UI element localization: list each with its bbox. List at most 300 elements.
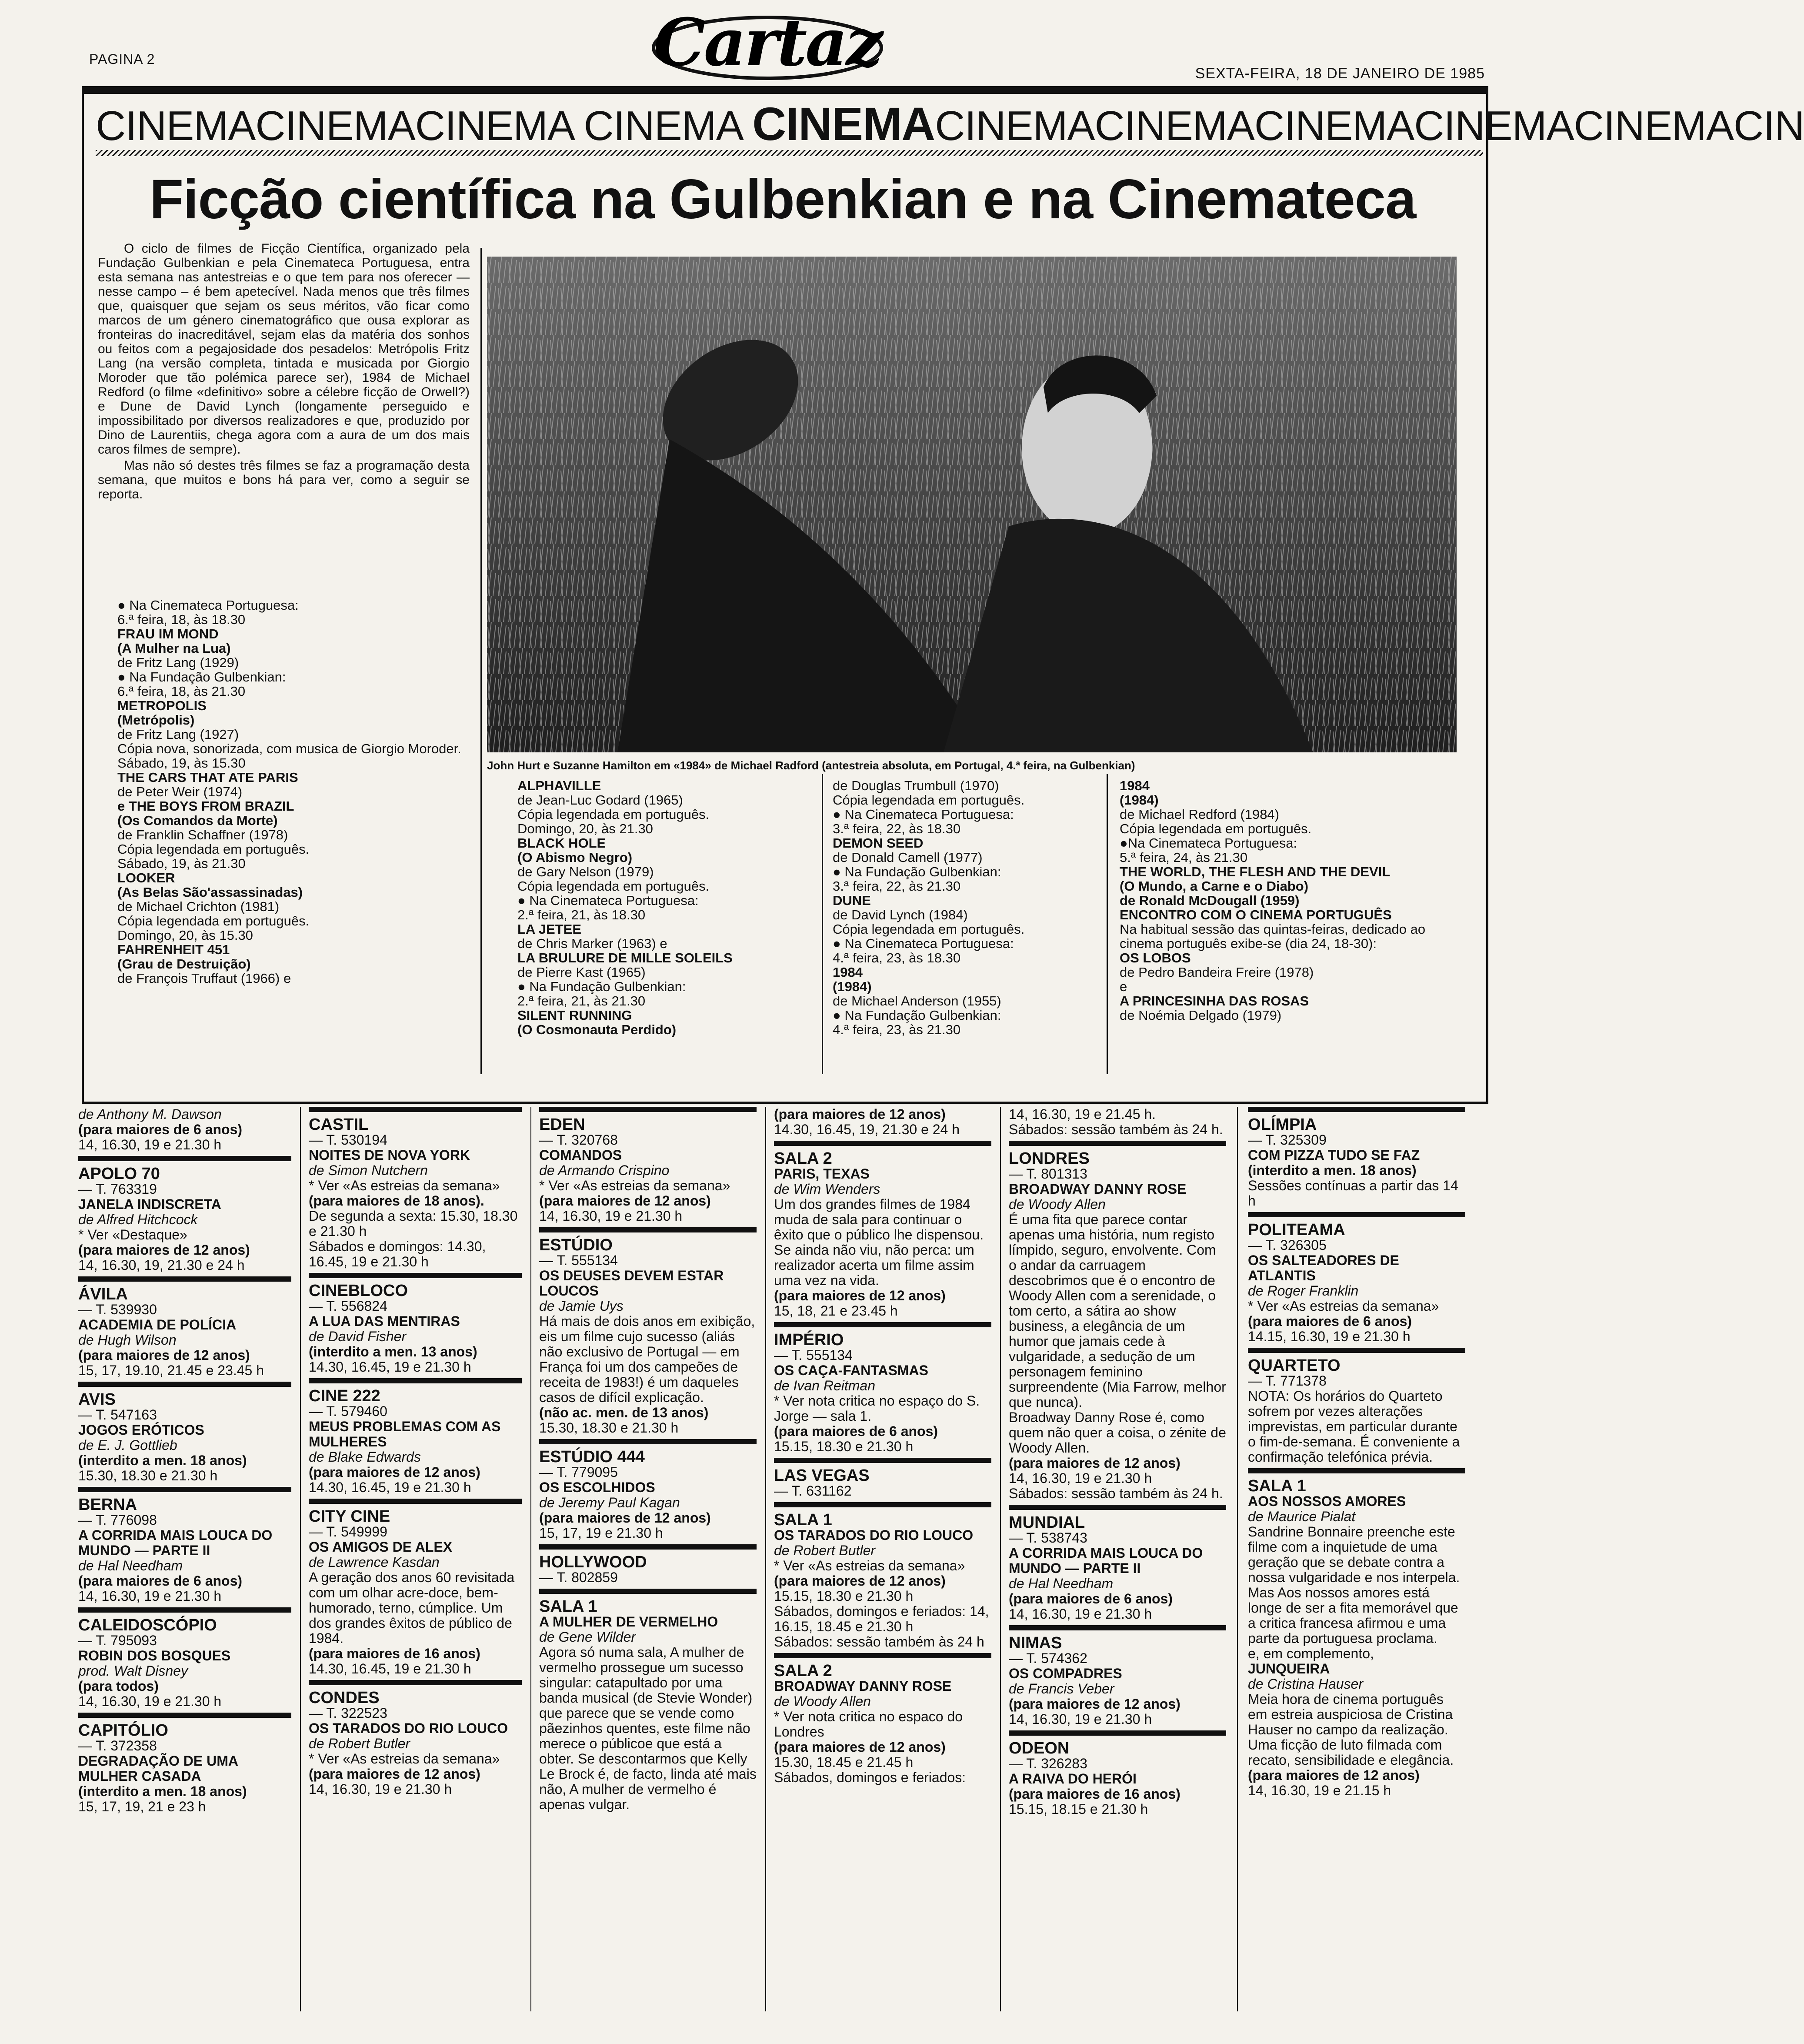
cinema-name: POLITEAMA — [1248, 1212, 1465, 1238]
listing-line: 4.ª feira, 23, às 21.30 — [833, 1022, 961, 1037]
listing-line: 14.30, 16.45, 19 e 21.30 h — [309, 1359, 471, 1375]
rating-info: (interdito a men. 13 anos) — [309, 1344, 477, 1359]
listing-line: de Donald Camell (1977) — [833, 850, 983, 865]
listing-line: 14, 16.30, 19 e 21.45 h. — [1009, 1106, 1156, 1122]
frame-top-rule — [82, 86, 1488, 94]
rating-info: (para maiores de 12 anos) — [539, 1193, 711, 1209]
film-director: de Maurice Pialat — [1248, 1509, 1356, 1524]
film-title: OS COMPADRES — [1009, 1666, 1122, 1681]
listing-line: 3.ª feira, 22, às 21.30 — [833, 878, 961, 894]
listing-line: * Ver «As estreias da semana» — [774, 1558, 965, 1573]
listing-line: de Jean-Luc Godard (1965) — [517, 792, 683, 808]
listing-line: Há mais de dois anos em exibição, eis um filme cujo sucesso (aliás não exclusivo de Portugal — em França foi um dos campeões de receita de 1983!) é um daqueles casos de difícil explicação. — [539, 1313, 755, 1405]
listing-line: Sábados, domingos e feriados: — [774, 1770, 966, 1785]
cinema-name: BERNA — [78, 1487, 291, 1513]
film-director: de Alfred Hitchcock — [78, 1212, 198, 1227]
listing-line: 15, 17, 19, 21 e 23 h — [78, 1799, 206, 1814]
logo-text: Cartaz — [654, 4, 881, 81]
listing-line: 15.15, 18.30 e 21.30 h — [774, 1439, 914, 1454]
listing-line: — T. 779095 — [539, 1464, 618, 1480]
cinema-listing — [774, 1458, 991, 1499]
film-title: 1984 — [833, 965, 863, 980]
cinema-listing — [774, 1107, 991, 1137]
film-director: de Simon Nutchern — [309, 1162, 428, 1178]
listing-line: e — [1120, 979, 1127, 994]
film-title: BLACK HOLE — [517, 835, 606, 851]
rating-info: (para maiores de 12 anos) — [309, 1766, 480, 1782]
page-number: PAGINA 2 — [89, 51, 155, 67]
rating-info: (para maiores de 6 anos) — [78, 1122, 243, 1137]
listing-line: — T. 539930 — [78, 1302, 157, 1317]
hatched-rule — [96, 150, 1483, 156]
listing-line: — T. 530194 — [309, 1132, 387, 1148]
rating-info: (para maiores de 16 anos) — [1009, 1786, 1180, 1802]
film-director: de Woody Allen — [774, 1693, 871, 1709]
listing-line: 14, 16.30, 19 e 21.30 h — [1009, 1711, 1152, 1727]
listing-line: — T. 579460 — [309, 1403, 387, 1419]
cinema-listing — [1009, 1625, 1226, 1727]
listing-column-5 — [1009, 1107, 1226, 1820]
banner-tail: CINEMACINEMACINEMACINEMACINEMACIN — [935, 103, 1804, 149]
rating-info: (para maiores de 16 anos) — [309, 1646, 480, 1661]
film-director: de Anthony M. Dawson — [78, 1106, 222, 1122]
listing-line: 3.ª feira, 22, às 18.30 — [833, 821, 961, 836]
listing-line: Cópia legendada em português. — [1120, 821, 1312, 836]
cinema-listing — [1009, 1141, 1226, 1501]
cinema-name: OLÍMPIA — [1248, 1107, 1465, 1132]
listing-line: 15.30, 18.45 e 21.45 h — [774, 1754, 914, 1770]
listing-line: de Chris Marker (1963) e — [517, 936, 667, 951]
cinema-listing — [774, 1141, 991, 1319]
cinema-name: SALA 1 — [774, 1502, 991, 1528]
listing-line: Sandrine Bonnaire preenche este filme com a inquietude de uma geração que se debate contra a nossa vulgaridade e nos interpela. Mas Aos nossos amores está longe de ser a fita memorável que a critica francesa afirmou e uma parte da portuguesa proclama. — [1248, 1524, 1460, 1646]
listing-line: — T. 326305 — [1248, 1237, 1327, 1253]
column-rule — [1237, 1107, 1238, 2011]
cinema-name: ÁVILA — [78, 1276, 291, 1302]
rating-info: (para maiores de 12 anos) — [78, 1242, 250, 1258]
film-director: de Hal Needham — [1009, 1576, 1114, 1591]
film-title: BROADWAY DANNY ROSE — [774, 1678, 952, 1694]
film-title: LA BRULURE DE MILLE SOLEILS — [517, 950, 733, 965]
listing-line: 14, 16.30, 19 e 21.30 h — [78, 1137, 222, 1152]
issue-date: SEXTA-FEIRA, 18 DE JANEIRO DE 1985 — [1195, 65, 1485, 82]
listing-line: ● Na Fundação Gulbenkian: — [117, 669, 286, 685]
listing-line: Um dos grandes filmes de 1984 muda de sala para continuar o êxito que o público lhe dispensou. Se ainda não viu, não perca: um realizador acerta um filme assim uma vez na vida. — [774, 1196, 984, 1288]
film-title: OS DEUSES DEVEM ESTAR LOUCOS — [539, 1268, 724, 1299]
listing-line: Cópia legendada em português. — [517, 878, 710, 894]
listing-line: — T. 372358 — [78, 1738, 157, 1753]
cinema-banner — [96, 97, 1804, 150]
film-title: FRAU IM MOND — [117, 626, 219, 641]
film-director: de Jamie Uys — [539, 1298, 624, 1314]
listing-line: * Ver «Destaque» — [78, 1227, 187, 1242]
listing-line: É uma fita que parece contar apenas uma história, num registo límpido, seguro, envolvente. Com o andar da carruagem descobrimos que é o encontro de Woody Allen com a serenidade, o tom certo, a sátira ao show business, a elegância de um humor que jamais cede à vulgaridade, a sedução de um personagem feminino surpreendente (Mia Farrow, melhor que nunca). — [1009, 1212, 1226, 1410]
film-title: ENCONTRO COM O CINEMA PORTUGUÊS — [1120, 907, 1392, 922]
film-title: OS TARADOS DO RIO LOUCO — [309, 1720, 508, 1736]
film-director: de David Fisher — [309, 1329, 407, 1344]
listing-line: 14, 16.30, 19 e 21.15 h — [1248, 1783, 1391, 1798]
cinema-name: APOLO 70 — [78, 1156, 291, 1182]
cinema-name: LAS VEGAS — [774, 1458, 991, 1483]
listing-line: — T. 549999 — [309, 1524, 387, 1540]
listing-line: * Ver «As estreias da semana» — [1248, 1298, 1439, 1314]
cinema-name: ESTÚDIO — [539, 1227, 757, 1253]
cinema-name: MUNDIAL — [1009, 1505, 1226, 1530]
cinema-listing — [78, 1487, 291, 1604]
listing-line: de Michael Redford (1984) — [1120, 807, 1280, 822]
film-title: BROADWAY DANNY ROSE — [1009, 1181, 1187, 1197]
listing-column-2 — [309, 1107, 522, 1800]
film-director: de Jeremy Paul Kagan — [539, 1495, 680, 1510]
listing-line: A geração dos anos 60 revisitada com um olhar acre-doce, bem-humorado, terno, cúmplice. Um dos grandes êxitos de público de 1984. — [309, 1570, 515, 1646]
program-column-1 — [117, 598, 478, 985]
banner-word: CINEMA — [255, 103, 415, 149]
banner-word: CINEMA — [415, 103, 584, 149]
cinema-name: CINEBLOCO — [309, 1273, 522, 1299]
cinema-listing — [1248, 1107, 1465, 1209]
listing-line: * Ver nota critica no espaço do S. Jorge — sala 1. — [774, 1393, 980, 1424]
rating-info: (para maiores de 12 anos) — [1009, 1455, 1180, 1471]
cinema-listing — [1009, 1107, 1226, 1137]
rating-info: (para maiores de 12 anos) — [1009, 1696, 1180, 1712]
film-title: OS LOBOS — [1120, 950, 1191, 965]
cinema-name: CASTIL — [309, 1107, 522, 1132]
film-title: OS SALTEADORES DE ATLANTIS — [1248, 1252, 1399, 1283]
rating-info: (interdito a men. 18 anos) — [78, 1453, 247, 1468]
film-title: ALPHAVILLE — [517, 778, 601, 793]
listing-line: ● Na Cinemateca Portuguesa: — [833, 936, 1014, 951]
banner-word-bold: CINEMA — [752, 97, 935, 150]
film-title: LA JETEE — [517, 922, 581, 937]
rating-info: (interdito a men. 18 anos) — [78, 1783, 247, 1799]
film-title: OS CAÇA-FANTASMAS — [774, 1363, 928, 1378]
listing-line: 14, 16.30, 19 e 21.30 h — [309, 1781, 452, 1797]
listing-line: — T. 538743 — [1009, 1530, 1087, 1546]
film-title: DUNE — [833, 893, 871, 908]
listing-line: 5.ª feira, 24, às 21.30 — [1120, 850, 1248, 865]
listing-line: 14, 16.30, 19 e 21.30 h — [78, 1693, 222, 1709]
banner-word: CINEMA — [96, 103, 256, 149]
listing-line: de Noémia Delgado (1979) — [1120, 1008, 1282, 1023]
listing-line: 6.ª feira, 18, às 18.30 — [117, 612, 246, 627]
banner-word: CINEMA — [584, 103, 753, 149]
cinema-listing — [1248, 1212, 1465, 1344]
cinema-listing — [309, 1680, 522, 1797]
cinema-listing — [539, 1439, 757, 1541]
listing-column-4 — [774, 1107, 991, 1789]
listing-line: — T. 771378 — [1248, 1373, 1327, 1389]
film-title: THE WORLD, THE FLESH AND THE DEVIL — [1120, 864, 1391, 879]
film-title: (Grau de Destruição) — [117, 956, 251, 972]
listing-line: Cópia legendada em português. — [833, 922, 1025, 937]
cinema-listing — [309, 1273, 522, 1375]
listing-line: ● Na Cinemateca Portuguesa: — [517, 893, 699, 908]
rating-info: (para maiores de 12 anos) — [774, 1288, 946, 1303]
film-title: OS TARADOS DO RIO LOUCO — [774, 1527, 974, 1543]
cinema-listing — [309, 1499, 522, 1677]
film-title: OS ESCOLHIDOS — [539, 1480, 655, 1495]
listing-line: de Peter Weir (1974) — [117, 784, 243, 799]
rating-info: (para maiores de 12 anos) — [78, 1347, 250, 1363]
cinema-listing — [1248, 1348, 1465, 1465]
listing-line: de Michael Crichton (1981) — [117, 899, 280, 914]
film-title: JANELA INDISCRETA — [78, 1196, 221, 1212]
cinema-listing — [539, 1544, 757, 1585]
cinema-name: ESTÚDIO 444 — [539, 1439, 757, 1465]
listing-line: ● Na Cinemateca Portuguesa: — [833, 807, 1014, 822]
listing-line: ● Na Fundação Gulbenkian: — [833, 864, 1001, 879]
frame-left-rule — [82, 86, 84, 1104]
film-title: e THE BOYS FROM BRAZIL — [117, 798, 294, 814]
film-title: de Ronald McDougall (1959) — [1120, 893, 1300, 908]
film-director: prod. Walt Disney — [78, 1663, 188, 1679]
cinema-name: SALA 2 — [774, 1141, 991, 1166]
listing-line: — T. 574362 — [1009, 1650, 1087, 1666]
listing-line: ● Na Fundação Gulbenkian: — [833, 1008, 1001, 1023]
cinema-listing — [539, 1227, 757, 1436]
listing-column-3 — [539, 1107, 757, 1816]
film-director: de Cristina Hauser — [1248, 1676, 1363, 1692]
frame-right-rule — [1486, 86, 1488, 1104]
cinema-listing — [774, 1322, 991, 1454]
listing-line: 14.30, 16.45, 19 e 21.30 h — [309, 1480, 471, 1495]
listing-line: 15, 17, 19.10, 21.45 e 23.45 h — [78, 1363, 264, 1378]
listing-line: Sábados, domingos e feriados: 14, 16.15, 18.45 e 21.30 h — [774, 1603, 989, 1634]
column-rule — [300, 1107, 301, 2011]
listing-line: 14, 16.30, 19 e 21.30 h — [78, 1588, 222, 1604]
film-title: A CORRIDA MAIS LOUCA DO MUNDO — PARTE II — [78, 1527, 273, 1558]
cinema-listing — [78, 1713, 291, 1814]
rating-info: (para maiores de 12 anos) — [774, 1739, 946, 1755]
listing-line: de Franklin Schaffner (1978) — [117, 827, 288, 842]
listing-line: — T. 322523 — [309, 1705, 387, 1721]
cinema-name: AVIS — [78, 1382, 291, 1407]
film-title: DEMON SEED — [833, 835, 924, 851]
film-title: A RAIVA DO HERÓI — [1009, 1771, 1137, 1787]
intro-paragraph: O ciclo de filmes de Ficção Científica, organizado pela Fundação Gulbenkian e pela Cinemateca Portuguesa, entra esta semana nas antestreias e o que tem para nos oferecer — nesse campo – é bem apetecível. Nada menos que três filmes que, quaisquer que sejam os seus méritos, vão ficar como marcos de um género cinematográfico que ousa explorar as fronteiras do inacreditável, sejam elas da matéria dos sonhos ou feitos com a pegajosidade dos pesadelos: Metrópolis Fritz Lang (na versão completa, tintada e musicada por Giorgio Moroder que tão polémica parece ser), 1984 de Michael Redford (o filme «definitivo» sobre a célebre ficção de Orwell?) e Dune de David Lynch (longamente perseguido e impossibilitado por diversos realizadores e que, produzido por Dino de Laurentiis, chega agora com a aura de um dos mais caros filmes de sempre). — [98, 241, 470, 457]
listing-line: NOTA: Os horários do Quarteto sofrem por vezes alterações imprevistas, em particular durante o fim-de-semana. É conveniente a confirmação telefónica prévia. — [1248, 1388, 1460, 1465]
listing-line: — T. 320768 — [539, 1132, 618, 1148]
rating-info: (para maiores de 12 anos) — [1248, 1767, 1420, 1783]
listing-line: de François Truffaut (1966) e — [117, 971, 291, 986]
cinema-listing — [1009, 1505, 1226, 1622]
cinema-listing — [774, 1502, 991, 1650]
listing-column-1 — [78, 1107, 291, 1818]
listing-line: 15.30, 18.30 e 21.30 h — [539, 1420, 679, 1436]
intro-paragraph: Mas não só destes três filmes se faz a programação desta semana, que muitos e bons há para ver, como a seguir se reporta. — [98, 458, 470, 501]
column-rule — [765, 1107, 766, 2011]
film-title: DEGRADAÇÃO DE UMA MULHER CASADA — [78, 1753, 238, 1784]
photo-caption: John Hurt e Suzanne Hamilton em «1984» de Michael Radford (antestreia absoluta, em Portugal, 4.ª feira, na Gulbenkian) — [487, 759, 1135, 772]
listing-line: 14, 16.30, 19, 21.30 e 24 h — [78, 1257, 245, 1273]
listing-line: — T. 326283 — [1009, 1756, 1087, 1771]
listing-line: de Fritz Lang (1927) — [117, 727, 239, 742]
cinema-name: SALA 2 — [774, 1653, 991, 1679]
rating-info: (para maiores de 18 anos). — [309, 1193, 484, 1209]
film-title: (Os Comandos da Morte) — [117, 813, 278, 828]
listing-line: 14, 16.30, 19 e 21.30 h — [1009, 1606, 1152, 1622]
listing-line: Cópia legendada em português. — [117, 842, 310, 857]
cinema-listing — [774, 1653, 991, 1785]
listing-line: 15.15, 18.30 e 21.30 h — [774, 1588, 914, 1604]
cinema-name: EDEN — [539, 1107, 757, 1132]
program-column-2 — [517, 778, 787, 1037]
listing-line: ●Na Cinemateca Portuguesa: — [1120, 835, 1297, 851]
listing-line: — T. 556824 — [309, 1298, 387, 1314]
listing-line: de Pierre Kast (1965) — [517, 965, 646, 980]
listing-line: 2.ª feira, 21, às 18.30 — [517, 907, 646, 922]
listing-line: e, em complemento, — [1248, 1646, 1374, 1661]
column-rule — [1000, 1107, 1001, 2011]
listing-line: Cópia nova, sonorizada, com musica de Giorgio Moroder. — [117, 741, 461, 756]
film-director: de Armando Crispino — [539, 1162, 670, 1178]
rating-info: (para maiores de 12 anos) — [309, 1464, 480, 1480]
film-title: A MULHER DE VERMELHO — [539, 1614, 718, 1630]
film-title: A CORRIDA MAIS LOUCA DO MUNDO — PARTE II — [1009, 1545, 1203, 1576]
film-title: COM PIZZA TUDO SE FAZ — [1248, 1147, 1420, 1163]
listing-line: de Michael Anderson (1955) — [833, 993, 1001, 1009]
listing-line: 15, 18, 21 e 23.45 h — [774, 1303, 898, 1319]
cinema-name: ODEON — [1009, 1730, 1226, 1756]
film-still-photo — [487, 257, 1457, 752]
film-director: de Hal Needham — [78, 1558, 183, 1573]
listing-line: Sábado, 19, às 15.30 — [117, 755, 246, 771]
film-title: MEUS PROBLEMAS COM AS MULHERES — [309, 1419, 501, 1450]
listing-line: 4.ª feira, 23, às 18.30 — [833, 950, 961, 965]
film-director: de Blake Edwards — [309, 1449, 421, 1465]
listing-line: 14.15, 16.30, 19 e 21.30 h — [1248, 1329, 1411, 1344]
listing-line: Sessões contínuas a partir das 14 h — [1248, 1178, 1458, 1209]
cinema-name: SALA 1 — [539, 1589, 757, 1614]
listing-line: de Fritz Lang (1929) — [117, 655, 239, 670]
frame-bottom-rule — [82, 1102, 1488, 1104]
cinema-name: SALA 1 — [1248, 1468, 1465, 1494]
rating-info: (interdito a men. 18 anos) — [1248, 1162, 1417, 1178]
listing-line: 14, 16.30, 19 e 21.30 h — [539, 1208, 683, 1224]
column-rule — [480, 248, 482, 1074]
listing-line: 14, 16.30, 19 e 21.30 h — [1009, 1470, 1152, 1486]
film-title: A PRINCESINHA DAS ROSAS — [1120, 993, 1309, 1009]
cinema-listing — [78, 1607, 291, 1709]
listing-line: — T. 776098 — [78, 1512, 157, 1528]
listing-line: Sábados e domingos: 14.30, 16.45, 19 e 21.30 h — [309, 1239, 486, 1269]
listing-line: — T. 555134 — [774, 1347, 853, 1363]
listing-line: Sábado, 19, às 21.30 — [117, 856, 246, 871]
listing-line: Meia hora de cinema português em estreia auspiciosa de Cristina Hauser no campo da realização. Uma ficção de luto filmada com recato, sensibilidade e elegância. — [1248, 1691, 1454, 1768]
film-title: JOGOS ERÓTICOS — [78, 1422, 204, 1438]
cinema-listing — [539, 1107, 757, 1224]
rating-info: (para maiores de 6 anos) — [774, 1423, 938, 1439]
cinema-listing — [78, 1276, 291, 1378]
listing-line: * Ver «As estreias da semana» — [539, 1178, 730, 1193]
column-rule — [1107, 774, 1108, 1074]
film-title: (A Mulher na Lua) — [117, 641, 231, 656]
cinema-name: CALEIDOSCÓPIO — [78, 1607, 291, 1633]
film-director: de Gene Wilder — [539, 1629, 636, 1645]
rating-info: (para maiores de 12 anos) — [774, 1106, 946, 1122]
listing-line: De segunda a sexta: 15.30, 18.30 e 21.30 h — [309, 1208, 518, 1239]
listing-line: 14.30, 16.45, 19, 21.30 e 24 h — [774, 1122, 960, 1137]
cinema-name: QUARTETO — [1248, 1348, 1465, 1373]
listing-line: Cópia legendada em português. — [117, 913, 310, 928]
film-title: JUNQUEIRA — [1248, 1661, 1330, 1677]
listing-line: de David Lynch (1984) — [833, 907, 968, 922]
rating-info: (não ac. men. de 13 anos) — [539, 1405, 709, 1420]
film-title: 1984 — [1120, 778, 1150, 793]
listing-line: ● Na Fundação Gulbenkian: — [517, 979, 686, 994]
rating-info: (para maiores de 12 anos) — [539, 1510, 711, 1526]
headline: Ficção científica na Gulbenkian e na Cinemateca — [149, 168, 1416, 230]
film-title: (O Cosmonauta Perdido) — [517, 1022, 677, 1037]
column-rule — [530, 1107, 531, 2011]
cinema-name: CAPITÓLIO — [78, 1713, 291, 1738]
cinema-name: HOLLYWOOD — [539, 1544, 757, 1570]
cinema-listing — [78, 1382, 291, 1483]
cinema-listing — [1009, 1730, 1226, 1817]
listing-line: * Ver nota critica no espaco do Londres — [774, 1709, 963, 1740]
film-title: (O Mundo, a Carne e o Diabo) — [1120, 878, 1309, 894]
rating-info: (para maiores de 6 anos) — [1248, 1313, 1412, 1329]
listing-line: — T. 547163 — [78, 1407, 157, 1423]
film-title: FAHRENHEIT 451 — [117, 942, 230, 957]
film-title: ACADEMIA DE POLÍCIA — [78, 1317, 237, 1333]
cinema-name: IMPÉRIO — [774, 1322, 991, 1348]
film-title: NOITES DE NOVA YORK — [309, 1147, 470, 1163]
film-director: de Robert Butler — [774, 1543, 876, 1558]
film-title: A LUA DAS MENTIRAS — [309, 1313, 460, 1329]
listing-line: 15.30, 18.30 e 21.30 h — [78, 1468, 218, 1483]
film-title: METROPOLIS — [117, 698, 207, 713]
film-title: THE CARS THAT ATE PARIS — [117, 770, 298, 785]
listing-line: ● Na Cinemateca Portuguesa: — [117, 598, 299, 613]
cinema-name: NIMAS — [1009, 1625, 1226, 1651]
listing-line: Na habitual sessão das quintas-feiras, dedicado ao cinema português exibe-se (dia 24, 18-30): — [1120, 922, 1426, 951]
listing-line: Sábados: sessão também às 24 h — [774, 1634, 984, 1650]
cinema-listing — [539, 1589, 757, 1812]
listing-line: de Pedro Bandeira Freire (1978) — [1120, 965, 1314, 980]
listing-line: * Ver «As estreias da semana» — [309, 1751, 500, 1767]
listing-line: — T. 802859 — [539, 1570, 618, 1585]
film-director: de Wim Wenders — [774, 1181, 880, 1197]
listing-line: Cópia legendada em português. — [517, 807, 710, 822]
film-title: (1984) — [833, 979, 872, 994]
film-title: LOOKER — [117, 870, 175, 885]
listing-column-6 — [1248, 1107, 1465, 1802]
program-column-3 — [833, 778, 1102, 1037]
film-title: OS AMIGOS DE ALEX — [309, 1539, 453, 1555]
listing-line: Cópia legendada em português. — [833, 792, 1025, 808]
listing-line: — T. 763319 — [78, 1181, 157, 1197]
listing-line: 14.30, 16.45, 19 e 21.30 h — [309, 1661, 471, 1677]
film-director: de Lawrence Kasdan — [309, 1554, 440, 1570]
cinema-name: LONDRES — [1009, 1141, 1226, 1166]
film-director: de E. J. Gottlieb — [78, 1437, 177, 1453]
film-title: (O Abismo Negro) — [517, 850, 633, 865]
cinema-listing — [78, 1107, 291, 1152]
listing-line: de Gary Nelson (1979) — [517, 864, 654, 879]
listing-line: 2.ª feira, 21, às 21.30 — [517, 993, 646, 1009]
film-director: de Hugh Wilson — [78, 1332, 177, 1348]
program-column-4 — [1120, 778, 1467, 1022]
rating-info: (para maiores de 12 anos) — [774, 1573, 946, 1589]
listing-line: — T. 325309 — [1248, 1132, 1327, 1148]
intro-text — [98, 241, 470, 503]
cinema-listing — [78, 1156, 291, 1273]
film-title: (As Belas São'assassinadas) — [117, 885, 303, 900]
film-title: COMANDOS — [539, 1147, 622, 1163]
listing-line: — T. 795093 — [78, 1633, 157, 1648]
cinema-listing — [309, 1107, 522, 1269]
